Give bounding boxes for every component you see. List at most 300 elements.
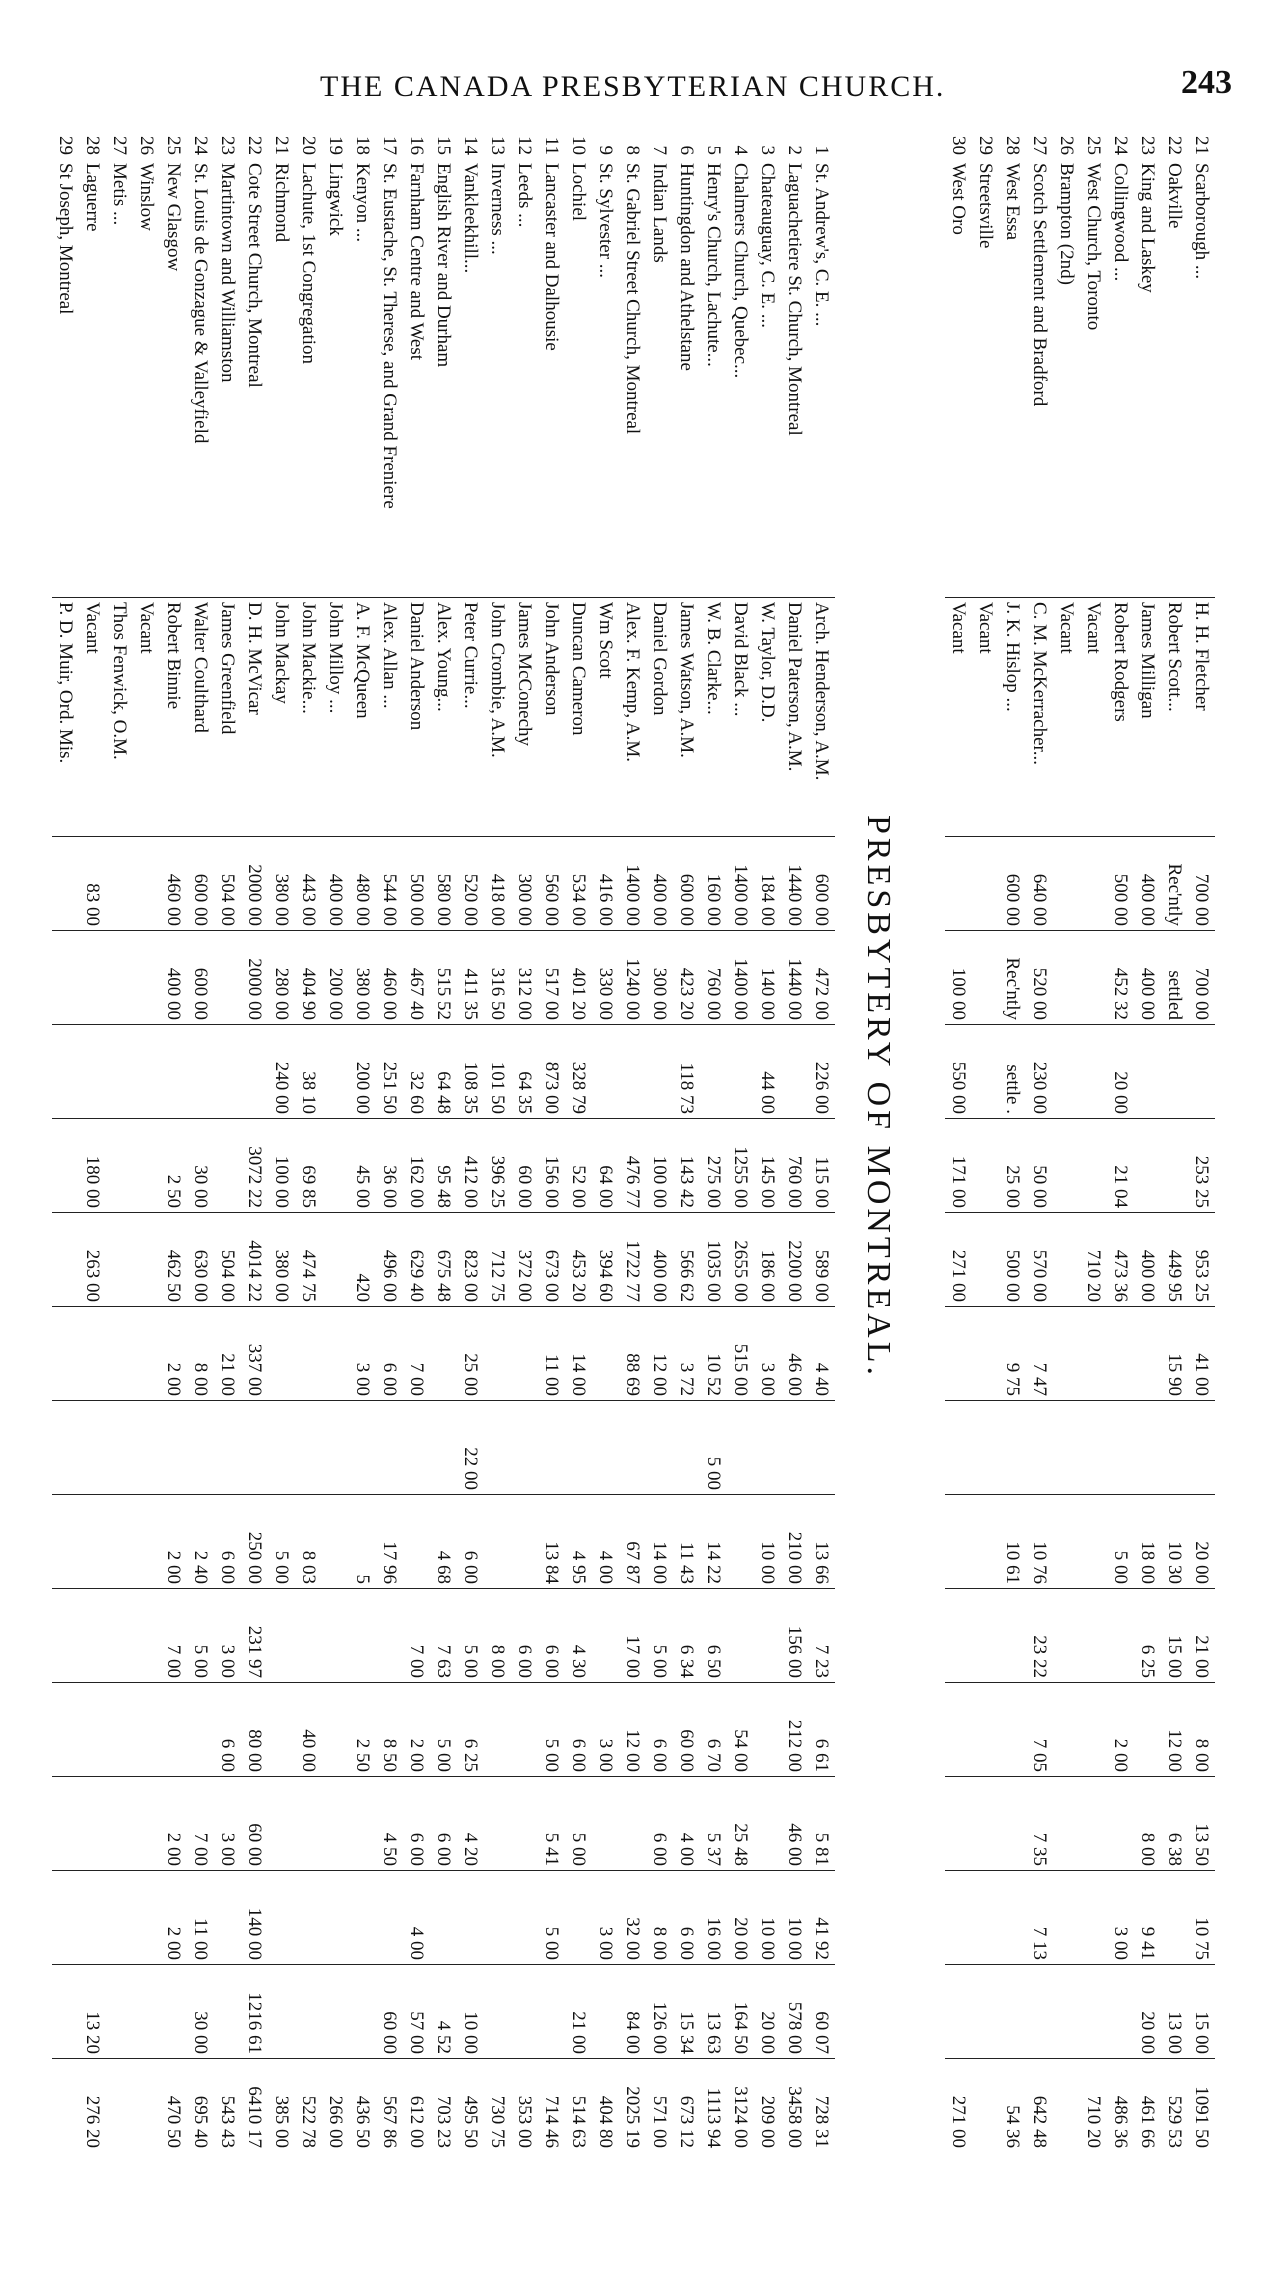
amount-cell	[268, 1589, 295, 1683]
table-row	[999, 115, 1026, 2152]
amount-cell: 580 00	[430, 837, 457, 931]
congregation-name: Cote Street Church, Montreal	[244, 163, 265, 388]
amount-cell: 46 00	[781, 1777, 808, 1871]
amount-cell: 54 36	[999, 2059, 1026, 2153]
amount-cell	[1161, 1871, 1188, 1965]
congregation-name: Inverness ...	[487, 163, 508, 255]
amount-cell: 443 00	[295, 837, 322, 931]
amount-cell: 3 00	[754, 1307, 781, 1401]
amount-cell: 703 23	[430, 2059, 457, 2153]
row-number: 23	[1137, 136, 1158, 155]
amount-cell	[133, 1119, 160, 1213]
amount-cell	[322, 1965, 349, 2059]
table-row	[592, 115, 619, 2152]
amount-cell: 385 00	[268, 2059, 295, 2153]
amount-cell	[592, 1965, 619, 2059]
amount-cell: 544 00	[376, 837, 403, 931]
minister-name: C. M. McKerracher...	[1026, 598, 1053, 837]
amount-cell: 100 00	[646, 1119, 673, 1213]
amount-cell: 5 00	[538, 1683, 565, 1777]
amount-cell	[187, 1683, 214, 1777]
amount-cell	[1080, 1307, 1107, 1401]
amount-cell: 1440 00	[781, 931, 808, 1025]
amount-cell: 675 48	[430, 1213, 457, 1307]
congregation-name: St. Louis de Gonzague & Valleyfield	[190, 163, 211, 444]
row-number: 1	[811, 145, 832, 155]
amount-cell	[133, 1495, 160, 1589]
amount-cell	[268, 1683, 295, 1777]
minister-name: Vacant	[79, 598, 106, 837]
amount-cell: 21 04	[1107, 1119, 1134, 1213]
amount-cell: 171 00	[945, 1119, 972, 1213]
amount-cell: 10 30	[1161, 1495, 1188, 1589]
amount-cell: 25 48	[727, 1777, 754, 1871]
amount-cell: 15 34	[673, 1965, 700, 2059]
amount-cell: 396 25	[484, 1119, 511, 1213]
amount-cell: 15 90	[1161, 1307, 1188, 1401]
amount-cell	[1053, 1307, 1080, 1401]
amount-cell: 17 00	[619, 1589, 646, 1683]
amount-cell	[592, 1401, 619, 1495]
row-number: 8	[622, 145, 643, 155]
amount-cell: 480 00	[349, 837, 376, 931]
congregation-name: English River and Durham	[433, 163, 454, 368]
amount-cell: 57 00	[403, 1965, 430, 2059]
amount-cell: 4 00	[592, 1495, 619, 1589]
amount-cell: 115 00	[808, 1119, 835, 1213]
minister-name: W. B. Clarke...	[700, 598, 727, 837]
row-number: 29	[55, 136, 76, 155]
congregation-name: Metis ...	[109, 163, 130, 226]
amount-cell: 6 50	[700, 1589, 727, 1683]
amount-cell: 60 00	[511, 1119, 538, 1213]
amount-cell: 600 00	[187, 931, 214, 1025]
amount-cell: 460 00	[376, 931, 403, 1025]
amount-cell: 156 00	[781, 1589, 808, 1683]
amount-cell	[52, 1777, 79, 1871]
amount-cell: 4 30	[565, 1589, 592, 1683]
amount-cell	[403, 1401, 430, 1495]
congregation-name: Lingwick	[325, 163, 346, 236]
amount-cell: 6 00	[457, 1495, 484, 1589]
amount-cell: 4 00	[673, 1777, 700, 1871]
amount-cell: 452 32	[1107, 931, 1134, 1025]
amount-cell: 140 00	[754, 931, 781, 1025]
amount-cell: 226 00	[808, 1025, 835, 1119]
amount-cell: 8 50	[376, 1683, 403, 1777]
amount-cell	[214, 1871, 241, 1965]
congregation-name: Richmond	[271, 163, 292, 243]
amount-cell	[700, 1025, 727, 1119]
amount-cell	[322, 1589, 349, 1683]
amount-cell	[133, 2059, 160, 2153]
amount-cell	[322, 1119, 349, 1213]
amount-cell: 2 50	[349, 1683, 376, 1777]
amount-cell: 6 61	[808, 1683, 835, 1777]
amount-cell	[430, 1401, 457, 1495]
row-number: 4	[730, 145, 751, 155]
amount-cell: 6 25	[457, 1683, 484, 1777]
amount-cell: 7 00	[403, 1307, 430, 1401]
amount-cell: 88 69	[619, 1307, 646, 1401]
amount-cell: 14 22	[700, 1495, 727, 1589]
amount-cell: 30 00	[187, 1965, 214, 2059]
section-1-table	[945, 115, 1215, 2152]
amount-cell	[52, 1213, 79, 1307]
amount-cell: 423 20	[673, 931, 700, 1025]
congregation-name: St. Sylvester ...	[595, 163, 616, 279]
amount-cell: 312 00	[511, 931, 538, 1025]
amount-cell	[945, 1965, 972, 2059]
amount-cell: 60 00	[241, 1777, 268, 1871]
amount-cell: 25 00	[457, 1307, 484, 1401]
amount-cell: 6 38	[1161, 1777, 1188, 1871]
presbytery-title: PRESBYTERY OF MONTREAL.	[860, 815, 897, 1379]
amount-cell	[511, 1683, 538, 1777]
row-number: 27	[109, 136, 130, 155]
congregation-name: Vankleekhill...	[460, 163, 481, 274]
row-number: 9	[595, 145, 616, 155]
amount-cell	[945, 1495, 972, 1589]
amount-cell: 6 00	[214, 1683, 241, 1777]
table-row	[1053, 115, 1080, 2152]
minister-name: Daniel Paterson, A.M.	[781, 598, 808, 837]
row-number: 5	[703, 145, 724, 155]
amount-cell: 400 00	[1134, 837, 1161, 931]
amount-cell: 3 72	[673, 1307, 700, 1401]
amount-cell: 2 00	[403, 1683, 430, 1777]
congregation-name: Martintown and Williamston	[217, 163, 238, 383]
amount-cell: 263 00	[79, 1213, 106, 1307]
amount-cell: 10 00	[754, 1495, 781, 1589]
amount-cell: 2 40	[187, 1495, 214, 1589]
amount-cell: 3 00	[592, 1683, 619, 1777]
row-number: 29	[975, 136, 996, 155]
amount-cell	[52, 1683, 79, 1777]
amount-cell: 3 00	[214, 1777, 241, 1871]
amount-cell	[511, 1871, 538, 1965]
amount-cell	[133, 931, 160, 1025]
table-row	[241, 115, 268, 2152]
minister-name: Vacant	[1053, 598, 1080, 837]
amount-cell: 8 00	[646, 1871, 673, 1965]
amount-cell	[484, 1401, 511, 1495]
congregation-name: Kenyon ...	[352, 163, 373, 243]
amount-cell: 30 00	[187, 1119, 214, 1213]
amount-cell: 64 48	[430, 1025, 457, 1119]
congregation-name: Leeds ...	[514, 163, 535, 228]
amount-cell: 467 40	[403, 931, 430, 1025]
amount-cell: 6 00	[673, 1871, 700, 1965]
amount-cell	[999, 1401, 1026, 1495]
amount-cell: 4 95	[565, 1495, 592, 1589]
amount-cell: 8 00	[484, 1589, 511, 1683]
amount-cell	[484, 1777, 511, 1871]
amount-cell: 6 25	[1134, 1589, 1161, 1683]
amount-cell: 25 00	[999, 1119, 1026, 1213]
row-number: 23	[217, 136, 238, 155]
amount-cell	[972, 1025, 999, 1119]
amount-cell: 100 00	[268, 1119, 295, 1213]
table-row	[808, 115, 835, 2152]
amount-cell: 20 00	[1107, 1025, 1134, 1119]
amount-cell: 642 48	[1026, 2059, 1053, 2153]
amount-cell: 84 00	[619, 1965, 646, 2059]
amount-cell: 8 00	[187, 1307, 214, 1401]
congregation-name: Indian Lands	[649, 163, 670, 263]
row-number: 11	[541, 136, 562, 155]
minister-name: Vacant	[1080, 598, 1107, 837]
amount-cell: 380 00	[349, 931, 376, 1025]
amount-cell	[1080, 1119, 1107, 1213]
amount-cell	[1134, 1025, 1161, 1119]
amount-cell	[430, 1307, 457, 1401]
amount-cell: 476 77	[619, 1119, 646, 1213]
amount-cell: 473 36	[1107, 1213, 1134, 1307]
minister-name: David Black ...	[727, 598, 754, 837]
amount-cell: 629 40	[403, 1213, 430, 1307]
amount-cell	[1107, 1965, 1134, 2059]
row-number: 20	[298, 136, 319, 155]
amount-cell: 50 00	[1026, 1119, 1053, 1213]
amount-cell: 4 68	[430, 1495, 457, 1589]
amount-cell: 522 78	[295, 2059, 322, 2153]
amount-cell	[511, 1307, 538, 1401]
amount-cell	[592, 1025, 619, 1119]
table-row	[376, 115, 403, 2152]
amount-cell: 2025 19	[619, 2059, 646, 2153]
amount-cell	[1161, 1119, 1188, 1213]
amount-cell: 209 00	[754, 2059, 781, 2153]
amount-cell: 4 20	[457, 1777, 484, 1871]
amount-cell: 8 03	[295, 1495, 322, 1589]
amount-cell: 162 00	[403, 1119, 430, 1213]
congregation-name: Laguachetiere St. Church, Montreal	[784, 163, 805, 436]
amount-cell	[106, 1495, 133, 1589]
amount-cell	[1053, 1119, 1080, 1213]
minister-name: John Crombie, A.M.	[484, 598, 511, 837]
amount-cell	[106, 1965, 133, 2059]
amount-cell	[79, 1401, 106, 1495]
amount-cell	[106, 837, 133, 931]
amount-cell: 400 00	[646, 1213, 673, 1307]
amount-cell: 2200 00	[781, 1213, 808, 1307]
congregation-name: Streetsville	[975, 163, 996, 249]
amount-cell	[268, 1777, 295, 1871]
amount-cell: 6 00	[430, 1777, 457, 1871]
amount-cell	[945, 1401, 972, 1495]
amount-cell	[376, 1871, 403, 1965]
congregation-name: Huntingdon and Athelstane	[676, 163, 697, 371]
amount-cell: 600 00	[187, 837, 214, 931]
amount-cell: 7 63	[430, 1589, 457, 1683]
table-row	[1188, 115, 1215, 2152]
amount-cell	[1080, 1025, 1107, 1119]
amount-cell	[999, 1777, 1026, 1871]
amount-cell	[1080, 1495, 1107, 1589]
amount-cell	[241, 1025, 268, 1119]
amount-cell: 1400 00	[619, 837, 646, 931]
amount-cell	[52, 1871, 79, 1965]
amount-cell: 1400 00	[727, 837, 754, 931]
amount-cell	[1161, 1025, 1188, 1119]
amount-cell	[754, 1777, 781, 1871]
amount-cell: 500 00	[403, 837, 430, 931]
amount-cell	[1188, 1025, 1215, 1119]
amount-cell: 20 00	[754, 1965, 781, 2059]
amount-cell	[1053, 1213, 1080, 1307]
amount-cell	[1053, 1871, 1080, 1965]
amount-cell	[52, 2059, 79, 2153]
minister-name: James Greenfield	[214, 598, 241, 837]
amount-cell: 714 46	[538, 2059, 565, 2153]
amount-cell	[972, 1965, 999, 2059]
amount-cell	[999, 1965, 1026, 2059]
minister-name: Arch. Henderson, A.M.	[808, 598, 835, 837]
amount-cell: 20 00	[1188, 1495, 1215, 1589]
amount-cell: 353 00	[511, 2059, 538, 2153]
amount-cell: 13 50	[1188, 1777, 1215, 1871]
table-row	[619, 115, 646, 2152]
amount-cell	[1107, 1589, 1134, 1683]
amount-cell: 5	[349, 1495, 376, 1589]
minister-name: John Anderson	[538, 598, 565, 837]
amount-cell: 266 00	[322, 2059, 349, 2153]
minister-name: Alex. F. Kemp, A.M.	[619, 598, 646, 837]
table-row	[322, 115, 349, 2152]
amount-cell: 32 00	[619, 1871, 646, 1965]
amount-cell: 5 41	[538, 1777, 565, 1871]
amount-cell: 1255 00	[727, 1119, 754, 1213]
amount-cell	[781, 1025, 808, 1119]
page-number: 243	[1181, 64, 1232, 101]
table-row	[945, 115, 972, 2152]
amount-cell	[376, 1589, 403, 1683]
amount-cell: 372 00	[511, 1213, 538, 1307]
amount-cell: 5 00	[268, 1495, 295, 1589]
amount-cell	[511, 1495, 538, 1589]
amount-cell	[727, 1495, 754, 1589]
amount-cell	[268, 1965, 295, 2059]
amount-cell	[565, 1401, 592, 1495]
amount-cell: 550 00	[945, 1025, 972, 1119]
amount-cell: 41 00	[1188, 1307, 1215, 1401]
amount-cell: Rec'ntly	[999, 931, 1026, 1025]
amount-cell	[160, 1683, 187, 1777]
amount-cell: 404 90	[295, 931, 322, 1025]
amount-cell: 520 00	[457, 837, 484, 931]
amount-cell: 12 00	[1161, 1683, 1188, 1777]
table-row	[972, 115, 999, 2152]
amount-cell	[349, 1401, 376, 1495]
amount-cell: 873 00	[538, 1025, 565, 1119]
amount-cell	[187, 1025, 214, 1119]
congregation-name: St Joseph, Montreal	[55, 163, 76, 315]
minister-name: D. H. McVicar	[241, 598, 268, 837]
amount-cell	[160, 1401, 187, 1495]
amount-cell: 461 66	[1134, 2059, 1161, 2153]
amount-cell	[945, 1777, 972, 1871]
amount-cell	[187, 1401, 214, 1495]
amount-cell: 589 00	[808, 1213, 835, 1307]
amount-cell: 2 50	[160, 1119, 187, 1213]
row-number: 10	[568, 136, 589, 155]
amount-cell: 567 86	[376, 2059, 403, 2153]
amount-cell	[1188, 1401, 1215, 1495]
amount-cell: 566 62	[673, 1213, 700, 1307]
amount-cell	[322, 1307, 349, 1401]
amount-cell: 394 60	[592, 1213, 619, 1307]
amount-cell: 10 00	[457, 1965, 484, 2059]
amount-cell	[106, 1401, 133, 1495]
minister-name: Wm Scott	[592, 598, 619, 837]
amount-cell: 10 52	[700, 1307, 727, 1401]
amount-cell	[376, 1401, 403, 1495]
congregation-name: Chalmers Church, Quebec...	[730, 163, 751, 379]
amount-cell	[133, 1683, 160, 1777]
amount-cell	[214, 1965, 241, 2059]
amount-cell: 5 00	[646, 1589, 673, 1683]
minister-name: Walter Coulthard	[187, 598, 214, 837]
minister-name: Robert Scott...	[1161, 598, 1188, 837]
amount-cell	[1080, 1401, 1107, 1495]
amount-cell: 2000 00	[241, 931, 268, 1025]
amount-cell: 156 00	[538, 1119, 565, 1213]
amount-cell: 3 00	[349, 1307, 376, 1401]
amount-cell: 416 00	[592, 837, 619, 931]
amount-cell: 251 50	[376, 1025, 403, 1119]
amount-cell: 412 00	[457, 1119, 484, 1213]
amount-cell	[349, 1777, 376, 1871]
amount-cell	[349, 1965, 376, 2059]
amount-cell	[133, 1871, 160, 1965]
amount-cell: 5 00	[430, 1683, 457, 1777]
amount-cell: 36 00	[376, 1119, 403, 1213]
row-number: 7	[649, 145, 670, 155]
amount-cell	[133, 1025, 160, 1119]
minister-name: Robert Rodgers	[1107, 598, 1134, 837]
table-row	[511, 115, 538, 2152]
amount-cell: 462 50	[160, 1213, 187, 1307]
amount-cell: 108 35	[457, 1025, 484, 1119]
minister-name: H. H. Fletcher	[1188, 598, 1215, 837]
amount-cell: 515 52	[430, 931, 457, 1025]
amount-cell	[106, 931, 133, 1025]
amount-cell	[52, 1495, 79, 1589]
amount-cell: 578 00	[781, 1965, 808, 2059]
row-number: 12	[514, 136, 535, 155]
amount-cell	[538, 1401, 565, 1495]
amount-cell: 453 20	[565, 1213, 592, 1307]
amount-cell: 4 50	[376, 1777, 403, 1871]
amount-cell: 11 00	[538, 1307, 565, 1401]
minister-name: Peter Currie...	[457, 598, 484, 837]
minister-name: James Milligan	[1134, 598, 1161, 837]
amount-cell	[1134, 1683, 1161, 1777]
amount-cell	[79, 1495, 106, 1589]
amount-cell: 101 50	[484, 1025, 511, 1119]
amount-cell	[484, 1495, 511, 1589]
amount-cell: 21 00	[565, 1965, 592, 2059]
amount-cell	[79, 1589, 106, 1683]
amount-cell: 6 00	[646, 1777, 673, 1871]
amount-cell: 21 00	[214, 1307, 241, 1401]
amount-cell: 160 00	[700, 837, 727, 931]
amount-cell	[999, 1589, 1026, 1683]
amount-cell: 710 20	[1080, 1213, 1107, 1307]
amount-cell: 7 35	[1026, 1777, 1053, 1871]
congregation-name: King and Laskey	[1137, 163, 1158, 293]
